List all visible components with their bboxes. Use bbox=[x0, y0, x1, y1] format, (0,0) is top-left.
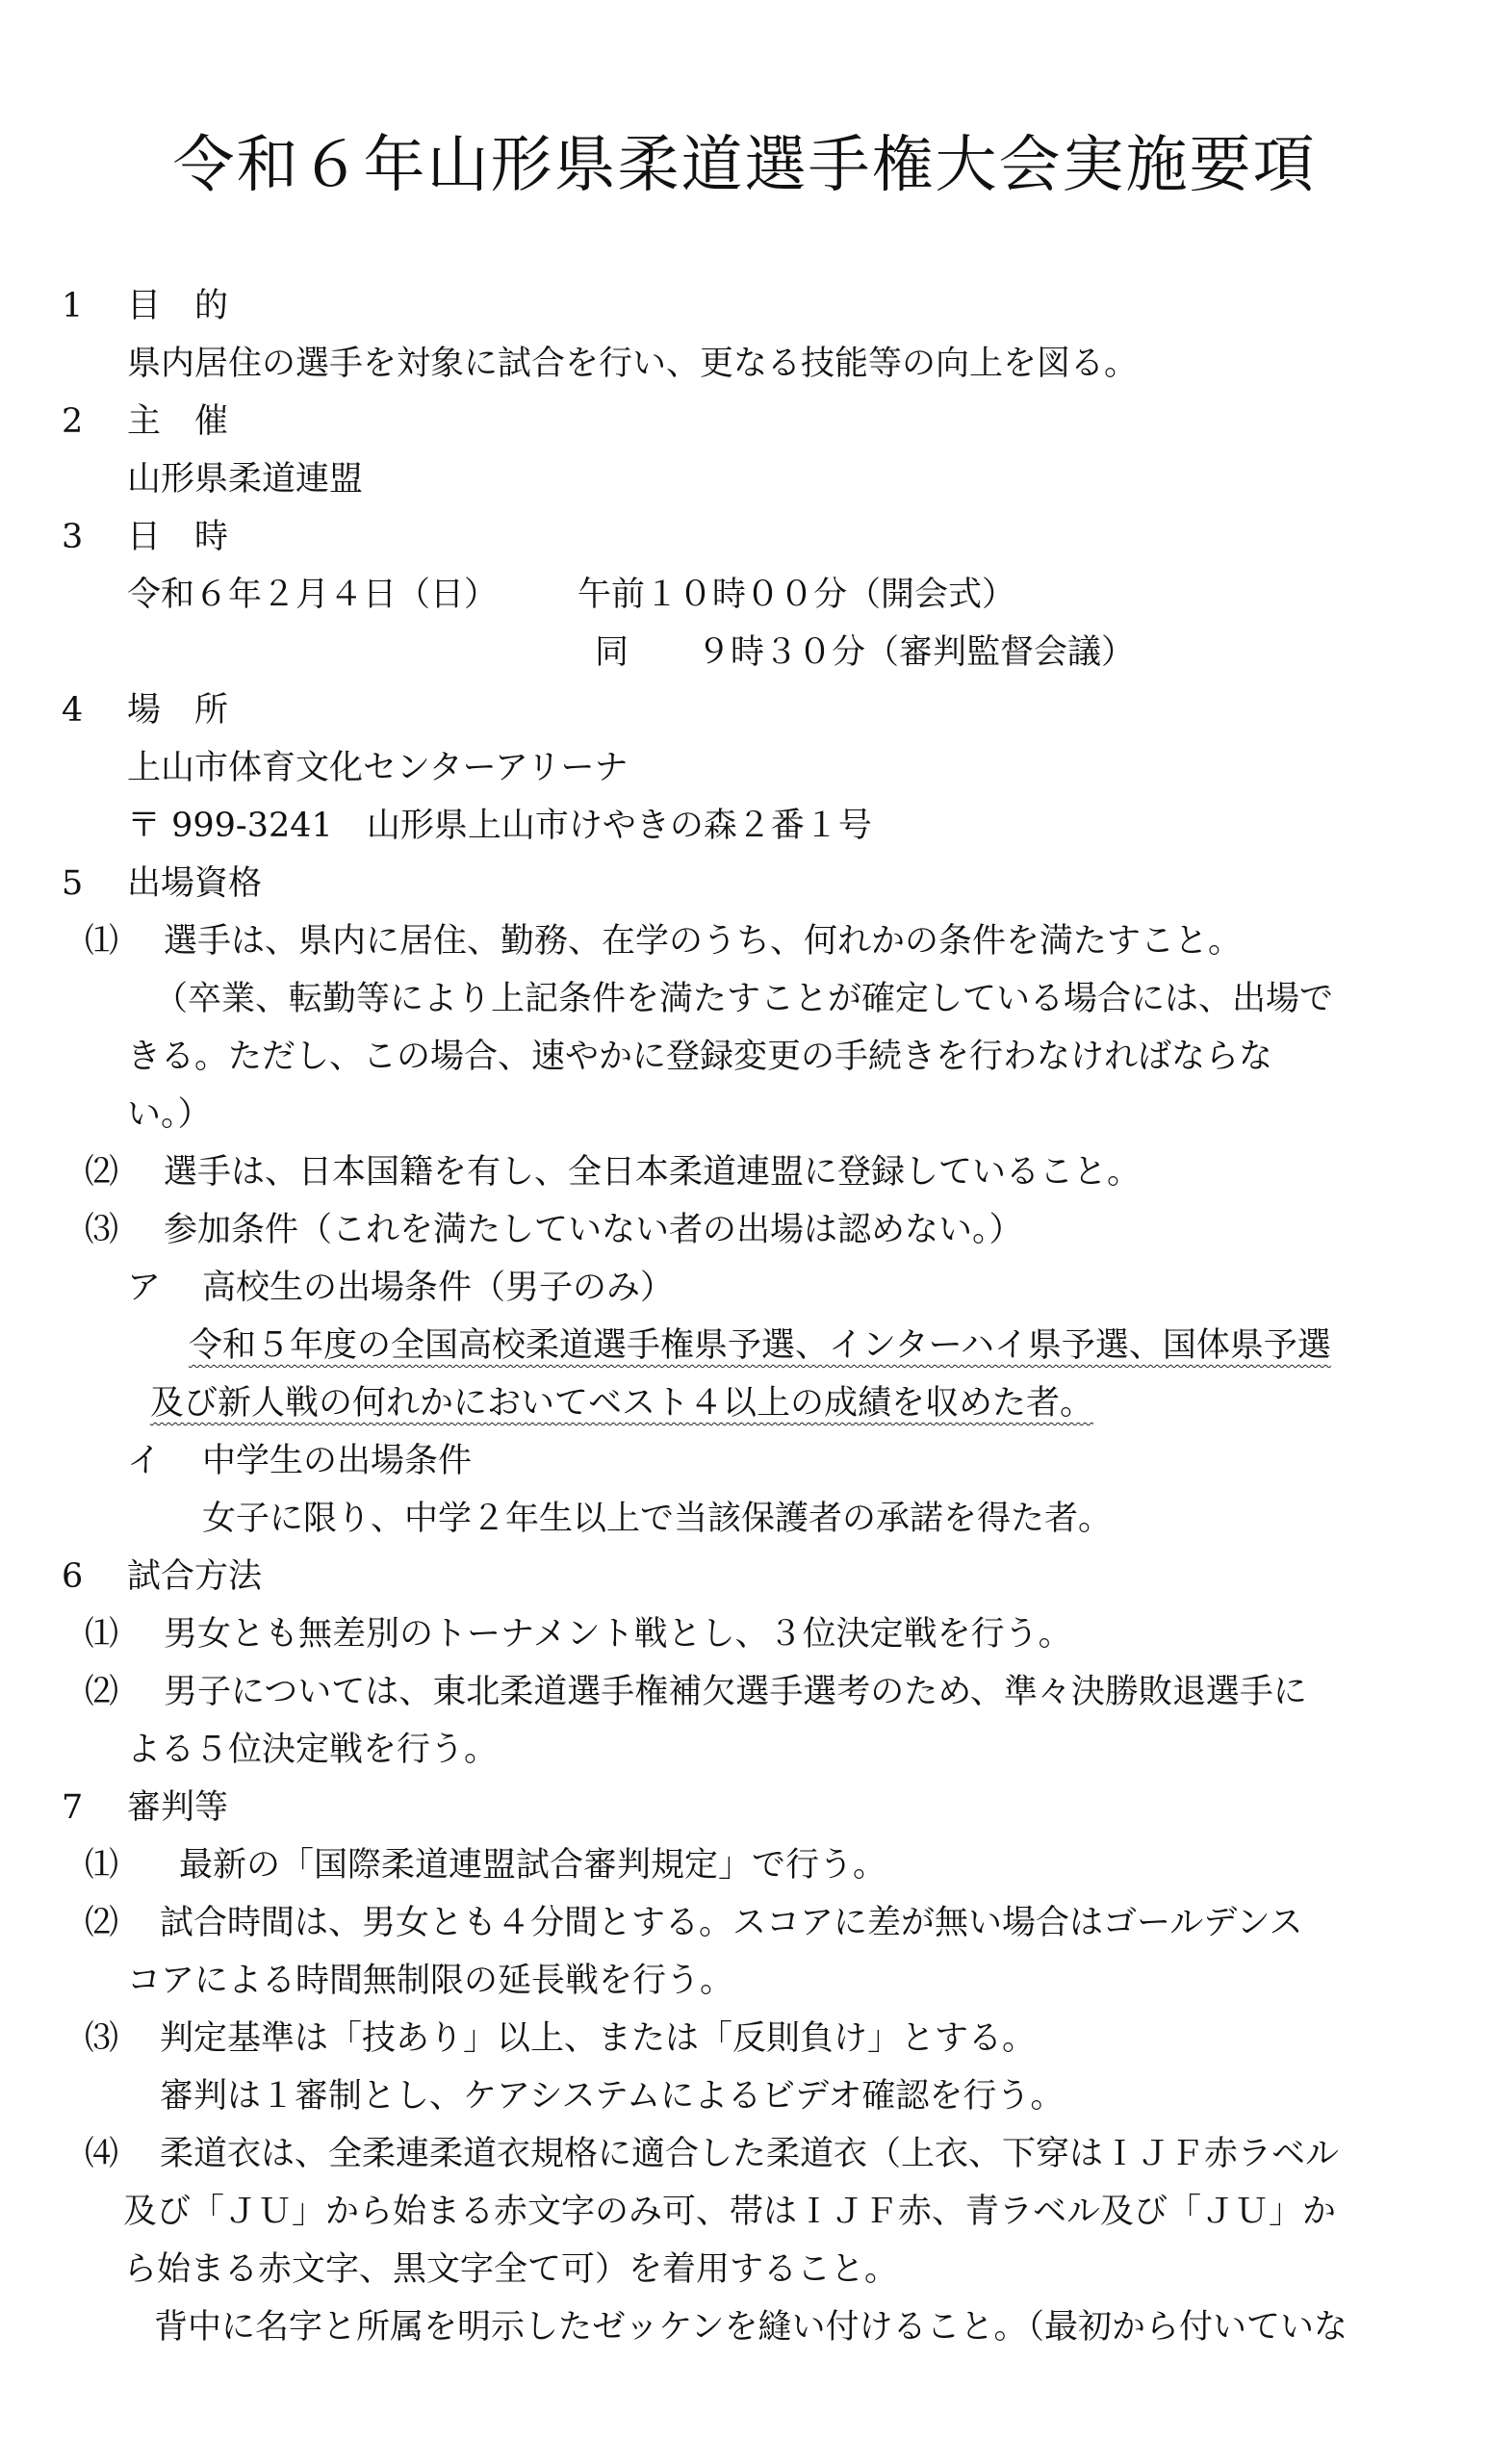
section-5-item-3-text: 参加条件（これを満たしていない者の出場は認めない。） bbox=[164, 1211, 1023, 1249]
page-title: 令和６年山形県柔道選手権大会実施要項 bbox=[172, 130, 1317, 201]
section-3-same-mark: 同 bbox=[595, 633, 629, 672]
section-5-item-1-note: （卒業、転勤等により上記条件を満たすことが確定している場合には、出場で bbox=[154, 980, 1334, 1018]
section-5-sub-a-label: ア bbox=[127, 1269, 162, 1307]
section-2-number: 2 bbox=[62, 402, 84, 441]
section-7-item-2-text: コアによる時間無制限の延長戦を行う。 bbox=[127, 1962, 734, 2000]
section-7-item-1-label: ⑴ bbox=[85, 1846, 119, 1885]
section-5-item-1-note: い。） bbox=[127, 1095, 212, 1134]
section-7-item-3-text: 判定基準は「技あり」以上、または「反則負け」とする。 bbox=[160, 2019, 1037, 2058]
section-5-sub-b-label: イ bbox=[127, 1442, 162, 1480]
section-5-heading: 出場資格 bbox=[127, 864, 263, 903]
section-5-sub-a-heading: 高校生の出場条件（男子のみ） bbox=[202, 1269, 675, 1307]
section-5-item-1-text: 選手は、県内に居住、勤務、在学のうち、何れかの条件を満たすこと。 bbox=[164, 922, 1243, 961]
section-7-item-3-label: ⑶ bbox=[85, 2019, 119, 2058]
section-5-sub-b-text: 女子に限り、中学２年生以上で当該保護者の承諾を得た者。 bbox=[202, 1500, 1113, 1538]
section-5-item-2-label: ⑵ bbox=[85, 1153, 119, 1192]
section-6-item-1-text: 男女とも無差別のトーナメント戦とし、３位決定戦を行う。 bbox=[164, 1615, 1072, 1654]
section-5-item-1-label: ⑴ bbox=[85, 922, 119, 961]
section-5-sub-b-heading: 中学生の出場条件 bbox=[202, 1442, 473, 1480]
section-1-number: 1 bbox=[62, 287, 84, 325]
section-7-number: 7 bbox=[62, 1788, 84, 1827]
section-7-item-2-label: ⑵ bbox=[85, 1904, 119, 1942]
section-5-number: 5 bbox=[62, 864, 84, 903]
section-6-item-2-text: よる５位決定戦を行う。 bbox=[127, 1731, 499, 1769]
section-3-date: 令和６年２月４日（日） bbox=[127, 576, 499, 614]
section-7-item-4-label: ⑷ bbox=[85, 2135, 119, 2173]
section-4-venue: 上山市体育文化センターアリーナ bbox=[127, 749, 629, 787]
section-7-heading: 審判等 bbox=[127, 1788, 229, 1827]
section-1-heading: 目 的 bbox=[127, 287, 229, 325]
section-4-number: 4 bbox=[62, 691, 84, 730]
section-3-number: 3 bbox=[62, 518, 84, 556]
section-6-item-2-label: ⑵ bbox=[85, 1673, 119, 1711]
section-7-item-1-text: 最新の「国際柔道連盟試合審判規定」で行う。 bbox=[179, 1846, 887, 1885]
section-3-opening-time: 午前１０時００分（開会式） bbox=[578, 576, 1016, 614]
section-5-item-2-text: 選手は、日本国籍を有し、全日本柔道連盟に登録していること。 bbox=[164, 1153, 1142, 1192]
section-1-body: 県内居住の選手を対象に試合を行い、更なる技能等の向上を図る。 bbox=[127, 345, 1139, 383]
section-5-sub-a-text: 令和５年度の全国高校柔道選手権県予選、インターハイ県予選、国体県予選 bbox=[189, 1326, 1331, 1365]
section-6-heading: 試合方法 bbox=[127, 1557, 263, 1596]
section-5-item-1-note: きる。ただし、この場合、速やかに登録変更の手続きを行わなければならな bbox=[127, 1038, 1273, 1076]
section-7-item-4-text: 柔道衣は、全柔連柔道衣規格に適合した柔道衣（上衣、下穿はＩＪＦ赤ラベル bbox=[160, 2135, 1340, 2173]
section-7-item-3-text: 審判は１審制とし、ケアシステムによるビデオ確認を行う。 bbox=[160, 2077, 1065, 2116]
section-6-number: 6 bbox=[62, 1557, 84, 1596]
section-4-heading: 場 所 bbox=[127, 691, 229, 730]
section-2-heading: 主 催 bbox=[127, 402, 229, 441]
section-6-item-2-text: 男子については、東北柔道選手権補欠選手選考のため、準々決勝敗退選手に bbox=[164, 1673, 1307, 1711]
section-3-heading: 日 時 bbox=[127, 518, 229, 556]
section-7-item-4-text: ら始まる赤文字、黒文字全て可）を着用すること。 bbox=[123, 2250, 899, 2289]
section-4-address: 〒 999-3241 山形県上山市けやきの森２番１号 bbox=[127, 807, 872, 845]
section-7-item-4-text: 背中に名字と所属を明示したゼッケンを縫い付けること。（最初から付いていな bbox=[154, 2308, 1348, 2347]
section-5-sub-a-text: 及び新人戦の何れかにおいてベスト４以上の成績を収めた者。 bbox=[150, 1384, 1094, 1423]
section-6-item-1-label: ⑴ bbox=[85, 1615, 119, 1654]
section-7-item-4-text: 及び「ＪＵ」から始まる赤文字のみ可、帯はＩＪＦ赤、青ラベル及び「ＪＵ」か bbox=[123, 2193, 1337, 2231]
section-3-meeting-time: ９時３０分（審判監督会議） bbox=[697, 633, 1136, 672]
section-2-body: 山形県柔道連盟 bbox=[127, 460, 364, 499]
section-7-item-2-text: 試合時間は、男女とも４分間とする。スコアに差が無い場合はゴールデンス bbox=[160, 1904, 1303, 1942]
section-5-item-3-label: ⑶ bbox=[85, 1211, 119, 1249]
